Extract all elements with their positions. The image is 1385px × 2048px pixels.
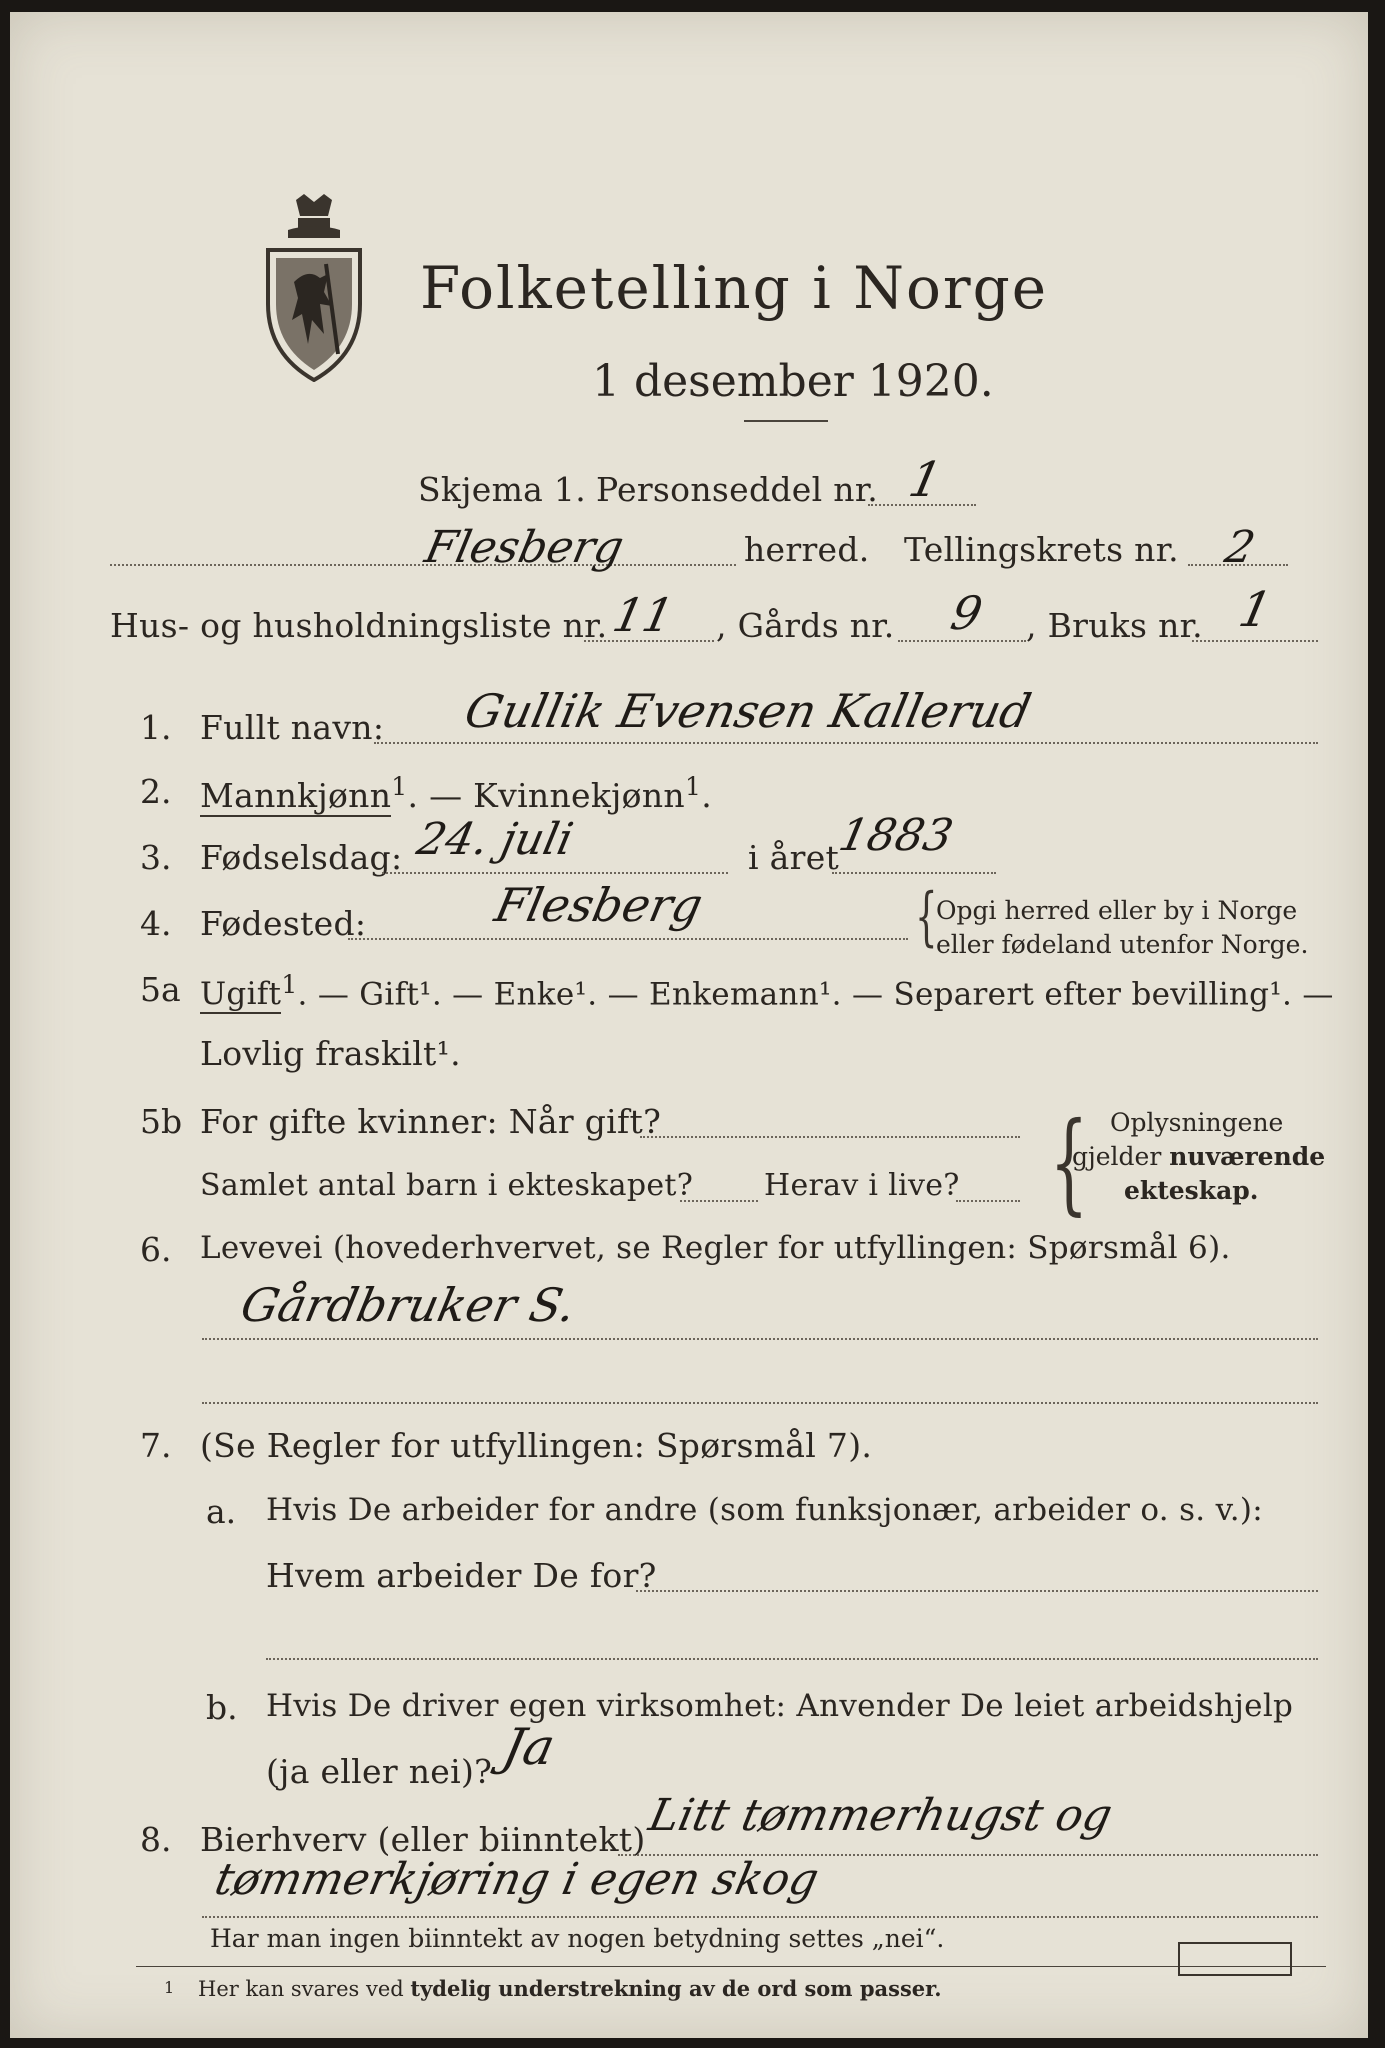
q5b-herav: Herav i live? bbox=[764, 1168, 960, 1203]
birthplace-value: Flesberg bbox=[490, 878, 708, 932]
census-form-sheet bbox=[10, 12, 1368, 2038]
q5a-number: 5a bbox=[140, 970, 181, 1009]
gards-field[interactable] bbox=[898, 640, 1026, 642]
q1-number: 1. bbox=[140, 708, 172, 747]
q8-number: 8. bbox=[140, 1820, 172, 1859]
q7-number: 7. bbox=[140, 1426, 172, 1465]
hired-help-value: Ja bbox=[497, 1718, 561, 1776]
personseddel-label: Personseddel nr. bbox=[596, 470, 879, 509]
q5a-line2[interactable]: Lovlig fraskilt¹. bbox=[200, 1034, 461, 1073]
q7a-text: Hvis De arbeider for andre (som funksjonær, arbeider o. s. v.): bbox=[266, 1492, 1264, 1528]
q3-number: 3. bbox=[140, 838, 172, 877]
q6-label: Levevei (hovederhvervet, se Regler for utfyllingen: Spørsmål 6). bbox=[200, 1230, 1231, 1266]
q2-number: 2. bbox=[140, 772, 172, 811]
husliste-label: Hus- og husholdningsliste nr. bbox=[110, 606, 608, 645]
q5b-note-2-text: gjelder bbox=[1072, 1142, 1170, 1171]
q7a-letter: a. bbox=[206, 1492, 237, 1531]
q2-options bbox=[200, 772, 712, 815]
q6-number: 6. bbox=[140, 1230, 172, 1269]
q7b-letter: b. bbox=[206, 1688, 238, 1727]
q5b-note-2-bold: nuværende bbox=[1169, 1142, 1326, 1171]
footnote-ref: 1 bbox=[391, 772, 408, 801]
q5b-line2: Samlet antal barn i ekteskapet? bbox=[200, 1168, 694, 1203]
birth-year-field[interactable] bbox=[832, 872, 996, 874]
q5b-note-3: ekteskap. bbox=[1124, 1176, 1259, 1205]
q4-label: Fødested: bbox=[200, 904, 367, 943]
full-name-value: Gullik Evensen Kallerud bbox=[460, 684, 1036, 738]
gender-female-option[interactable]: Kvinnekjønn bbox=[473, 776, 685, 815]
bruks-value: 1 bbox=[1234, 582, 1277, 638]
herred-label: herred. bbox=[744, 530, 870, 569]
footnote-ref: 1 bbox=[684, 772, 702, 801]
side-income-value-1: Litt tømmerhugst og bbox=[644, 1790, 1117, 1841]
q5b-note-2 bbox=[1072, 1142, 1325, 1171]
employer-field[interactable] bbox=[636, 1590, 1318, 1592]
occupation-value: Gårdbruker S. bbox=[236, 1278, 581, 1332]
q3-year-label: i året bbox=[748, 838, 840, 877]
page-title: Folketelling i Norge bbox=[420, 254, 1049, 322]
header-divider bbox=[744, 420, 828, 422]
birth-year-value: 1883 bbox=[834, 810, 958, 861]
occupation-field-2[interactable] bbox=[202, 1402, 1318, 1404]
q8-label: Bierhverv (eller biinntekt) bbox=[200, 1820, 646, 1859]
personseddel-value: 1 bbox=[904, 452, 947, 508]
q8-note: Har man ingen biinntekt av nogen betydning settes „nei“. bbox=[210, 1924, 945, 1953]
q5a-options bbox=[200, 970, 1334, 1012]
census-date: 1 desember 1920. bbox=[592, 356, 994, 407]
marital-ugift-option[interactable]: Ugift bbox=[200, 976, 282, 1013]
children-alive-field[interactable] bbox=[956, 1200, 1020, 1202]
tellingskrets-value: 2 bbox=[1220, 522, 1260, 573]
tellingskrets-label: Tellingskrets nr. bbox=[904, 530, 1179, 569]
q5b-label: For gifte kvinner: Når gift? bbox=[200, 1102, 662, 1141]
gards-value: 9 bbox=[946, 586, 988, 640]
q3-label: Fødselsdag: bbox=[200, 838, 403, 877]
gards-label: , Gårds nr. bbox=[716, 606, 895, 645]
employer-field-2[interactable] bbox=[266, 1658, 1318, 1660]
married-when-field[interactable] bbox=[640, 1136, 1020, 1138]
full-name-field[interactable] bbox=[374, 742, 1318, 744]
footnote-text bbox=[198, 1976, 942, 2001]
q4-note-1: Opgi herred eller by i Norge bbox=[936, 896, 1298, 925]
children-count-field[interactable] bbox=[680, 1200, 758, 1202]
occupation-field[interactable] bbox=[202, 1338, 1318, 1340]
herred-value: Flesberg bbox=[420, 522, 629, 573]
gender-male-option[interactable]: Mannkjønn bbox=[200, 776, 392, 815]
footnote-mark: 1 bbox=[164, 1978, 175, 1997]
side-income-value-2: tømmerkjøring i egen skog bbox=[210, 1854, 824, 1905]
birthplace-field[interactable] bbox=[348, 938, 908, 940]
footnote-divider bbox=[136, 1966, 1326, 1967]
q5b-brace: { bbox=[1049, 1098, 1089, 1226]
footnote-bold: tydelig understrekning av de ord som passer. bbox=[410, 1976, 942, 2001]
birthday-value: 24. juli bbox=[412, 814, 578, 865]
q7a-line2: Hvem arbeider De for? bbox=[266, 1556, 657, 1595]
norwegian-coat-of-arms-icon bbox=[258, 194, 370, 382]
footnote-plain: Her kan svares ved bbox=[198, 1977, 411, 2001]
q7b-line2: (ja eller nei)? bbox=[266, 1752, 493, 1791]
husliste-value: 11 bbox=[608, 588, 679, 642]
q1-label: Fullt navn: bbox=[200, 708, 385, 747]
q7-label: (Se Regler for utfyllingen: Spørsmål 7). bbox=[200, 1426, 873, 1465]
printer-stamp bbox=[1178, 1942, 1292, 1976]
q7b-text: Hvis De driver egen virksomhet: Anvender De leiet arbeidshjelp bbox=[266, 1688, 1294, 1724]
bruks-label: , Bruks nr. bbox=[1026, 606, 1203, 645]
birthday-field[interactable] bbox=[382, 872, 728, 874]
side-income-field-2[interactable] bbox=[202, 1916, 1318, 1918]
bruks-field[interactable] bbox=[1192, 640, 1318, 642]
schema-label: Skjema 1. bbox=[418, 470, 587, 509]
q4-note-2: eller fødeland utenfor Norge. bbox=[936, 930, 1309, 959]
q5b-number: 5b bbox=[140, 1102, 183, 1141]
footnote-ref: 1 bbox=[281, 970, 298, 999]
marital-other-options[interactable]: . — Gift¹. — Enke¹. — Enkemann¹. — Separert efter bevilling¹. — bbox=[297, 976, 1334, 1013]
q4-number: 4. bbox=[140, 904, 172, 943]
q5b-note-1: Oplysningene bbox=[1110, 1108, 1284, 1137]
q2-separator: . — bbox=[407, 776, 474, 815]
q2-end: . bbox=[701, 776, 712, 815]
q4-brace: { bbox=[915, 880, 938, 954]
